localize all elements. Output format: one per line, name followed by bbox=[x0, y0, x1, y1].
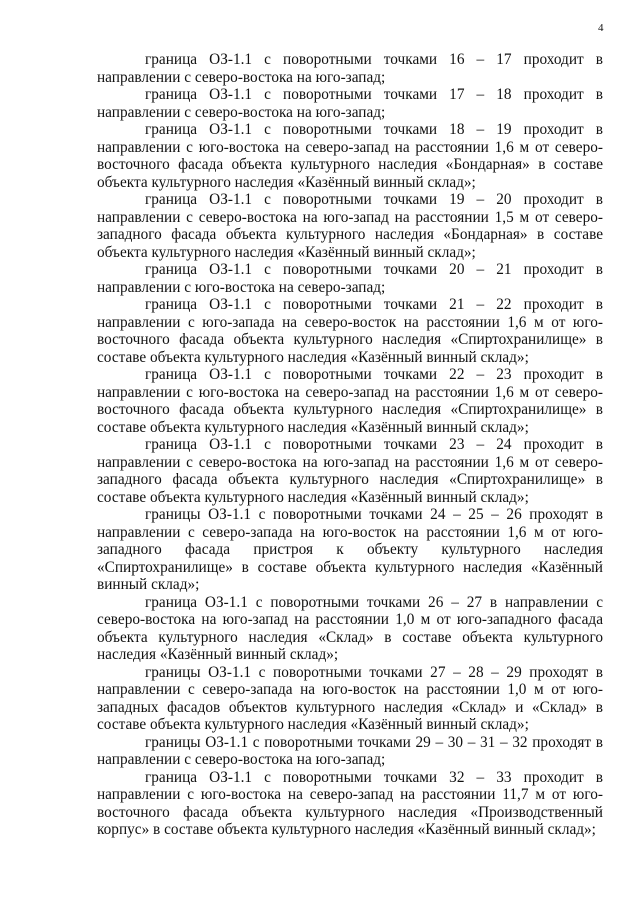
paragraph-boundary-26-27: граница ОЗ-1.1 с поворотными точками 26 – 27 в направлении с северо-востока на юго-запад на расстоянии 1,0 м от юго-западного фасада объекта культурного наследия «Склад» в составе объекта культурного наследия «Казённый винный склад»; bbox=[97, 593, 603, 663]
paragraph-boundary-32-33: граница ОЗ-1.1 с поворотными точками 32 – 33 проходит в направлении с юго-востока на северо-запад на расстоянии 11,7 м от юго-восточного фасада объекта культурного наследия «Производственный корпус» в составе объекта культурного наследия «Казённый винный склад»; bbox=[97, 768, 603, 838]
paragraph-boundary-21-22: граница ОЗ-1.1 с поворотными точками 21 – 22 проходит в направлении с юго-запада на северо-восток на расстоянии 1,6 м от юго-восточного фасада объекта культурного наследия «Спиртохранилище» в составе объекта культурного наследия «Казённый винный склад»; bbox=[97, 296, 603, 366]
paragraph-boundary-17-18: граница ОЗ-1.1 с поворотными точками 17 – 18 проходит в направлении с северо-востока на юго-запад; bbox=[97, 86, 603, 121]
paragraph-boundary-19-20: граница ОЗ-1.1 с поворотными точками 19 – 20 проходит в направлении с северо-востока на юго-запад на расстоянии 1,5 м от северо-западного фасада объекта культурного наследия «Бондарная» в составе объекта культурного наследия «Казённый винный склад»; bbox=[97, 191, 603, 261]
page-number: 4 bbox=[598, 22, 604, 34]
paragraph-boundary-23-24: граница ОЗ-1.1 с поворотными точками 23 – 24 проходит в направлении с северо-востока на юго-запад на расстоянии 1,6 м от северо-западного фасада объекта культурного наследия «Спиртохранилище» в составе объекта культурного наследия «Казённый винный склад»; bbox=[97, 436, 603, 506]
paragraph-boundary-24-25-26: границы ОЗ-1.1 с поворотными точками 24 – 25 – 26 проходят в направлении с северо-запада на юго-восток на расстоянии 1,6 м от юго-западного фасада пристроя к объекту культурного наследия «Спиртохранилище» в составе объекта культурного наследия «Казённый винный склад»; bbox=[97, 506, 603, 593]
paragraph-boundary-20-21: граница ОЗ-1.1 с поворотными точками 20 – 21 проходит в направлении с юго-востока на северо-запад; bbox=[97, 261, 603, 296]
paragraph-boundary-16-17: граница ОЗ-1.1 с поворотными точками 16 – 17 проходит в направлении с северо-востока на юго-запад; bbox=[97, 51, 603, 86]
paragraph-boundary-27-28-29: границы ОЗ-1.1 с поворотными точками 27 – 28 – 29 проходят в направлении с северо-запада на юго-восток на расстоянии 1,0 м от юго-западных фасадов объектов культурного наследия «Склад» и «Склад» в составе объекта культурного наследия «Казённый винный склад»; bbox=[97, 663, 603, 733]
paragraph-boundary-22-23: граница ОЗ-1.1 с поворотными точками 22 – 23 проходит в направлении с юго-востока на северо-запад на расстоянии 1,6 м от северо-восточного фасада объекта культурного наследия «Спиртохранилище» в составе объекта культурного наследия «Казённый винный склад»; bbox=[97, 366, 603, 436]
paragraph-boundary-18-19: граница ОЗ-1.1 с поворотными точками 18 – 19 проходит в направлении с юго-востока на северо-запад на расстоянии 1,6 м от северо-восточного фасада объекта культурного наследия «Бондарная» в составе объекта культурного наследия «Казённый винный склад»; bbox=[97, 121, 603, 191]
document-body bbox=[97, 51, 603, 839]
paragraph-boundary-29-30-31-32: границы ОЗ-1.1 с поворотными точками 29 – 30 – 31 – 32 проходят в направлении с северо-востока на юго-запад; bbox=[97, 733, 603, 768]
